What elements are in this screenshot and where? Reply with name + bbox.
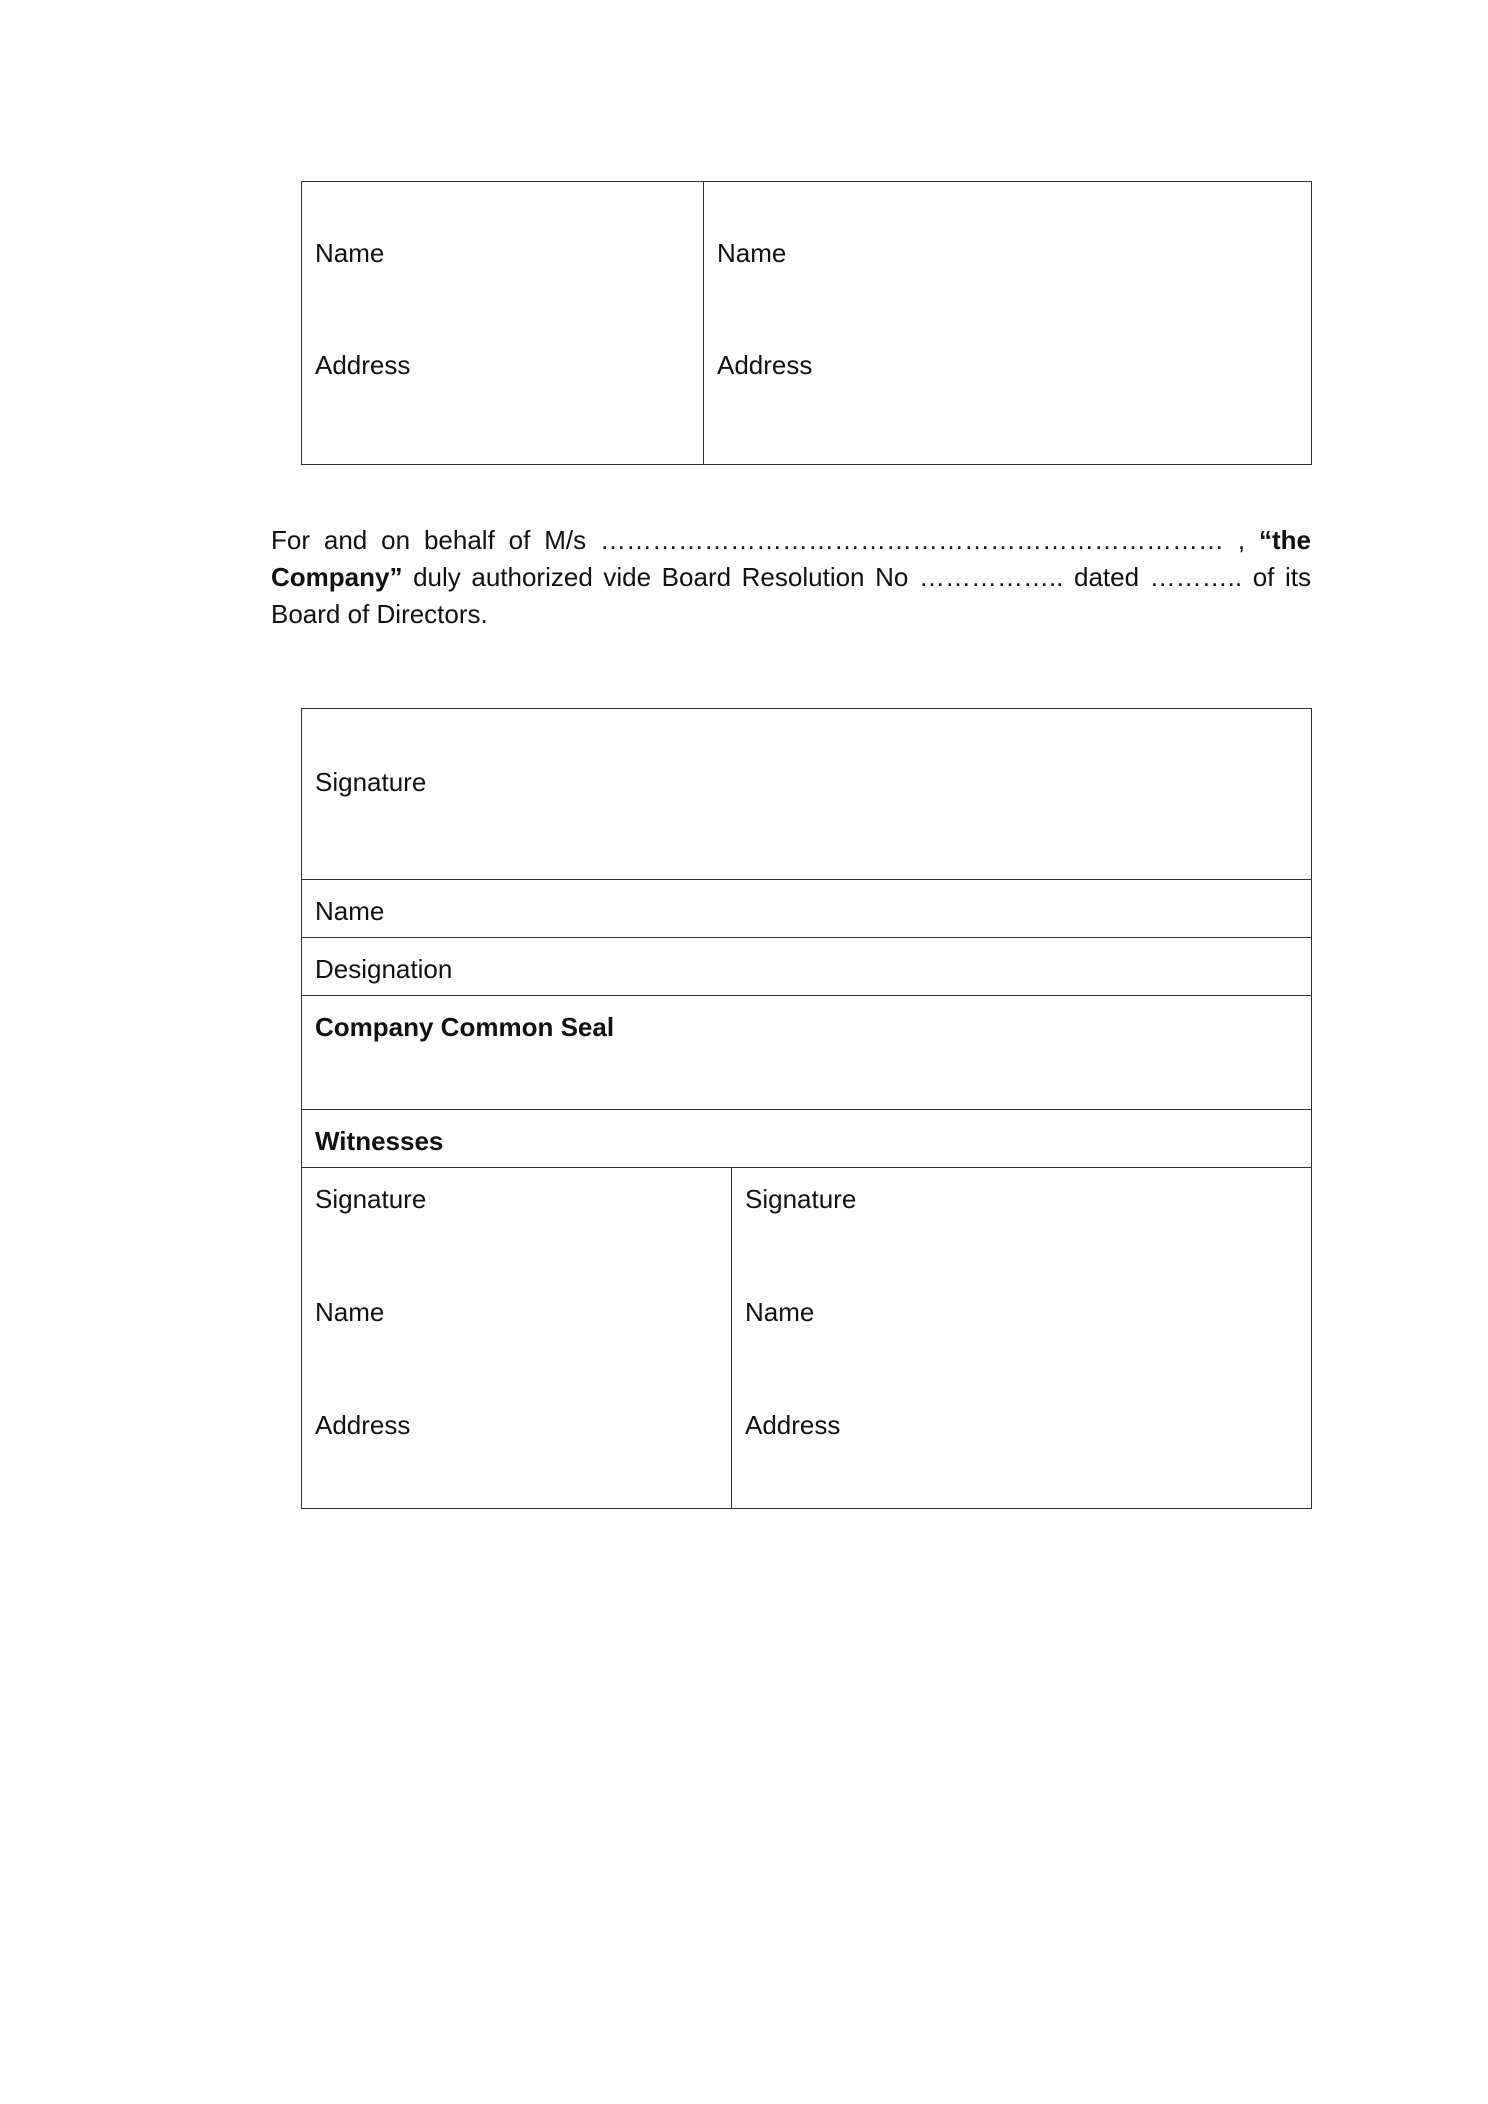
- witness-2-signature-label: Signature: [745, 1184, 857, 1214]
- witness-2-cell: [732, 1168, 1312, 1509]
- company-seal-label: Company Common Seal: [315, 1012, 615, 1042]
- witness-1-signature-label: Signature: [315, 1184, 427, 1214]
- company-reference: “the Company”: [271, 525, 1311, 592]
- signature-cell: [302, 709, 1312, 880]
- left-party-cell: [302, 182, 704, 465]
- witnesses-label: Witnesses: [315, 1126, 444, 1156]
- witness-1-address-label: Address: [315, 1410, 411, 1440]
- right-name-label: Name: [717, 238, 787, 268]
- left-address-label: Address: [315, 350, 411, 380]
- right-party-cell: [704, 182, 1312, 465]
- name-label: Name: [315, 896, 385, 926]
- witness-2-address-label: Address: [745, 1410, 841, 1440]
- signature-table: [301, 708, 1312, 1509]
- designation-label: Designation: [315, 954, 453, 984]
- name-cell: [302, 880, 1312, 938]
- right-address-label: Address: [717, 350, 813, 380]
- witness-2-name-label: Name: [745, 1297, 815, 1327]
- designation-cell: [302, 938, 1312, 996]
- left-name-label: Name: [315, 238, 385, 268]
- paragraph-part-2: duly authorized vide Board Resolution No …………….. dated ……….. of its Board of Directors.: [271, 562, 1311, 629]
- top-details-table: [301, 181, 1312, 465]
- witness-1-name-label: Name: [315, 1297, 385, 1327]
- witness-1-cell: [302, 1168, 732, 1509]
- witnesses-header-cell: [302, 1110, 1312, 1168]
- company-seal-cell: [302, 996, 1312, 1110]
- paragraph-part-1: For and on behalf of M/s ……………………………………………………………… ,: [271, 525, 1259, 555]
- authorization-paragraph: [271, 522, 1311, 633]
- signature-label: Signature: [315, 767, 427, 797]
